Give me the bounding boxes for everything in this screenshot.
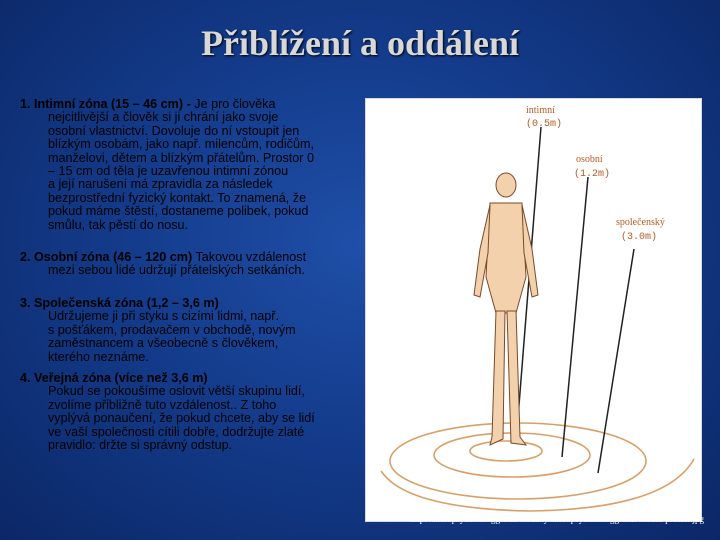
text-line: kterého neznáme. [48, 349, 149, 364]
personal-space-illustration [365, 98, 702, 522]
label-social-name: společenský [616, 217, 665, 228]
label-intimate-name: intimní [526, 105, 555, 116]
text-line: – 15 cm od těla je uzavřenou intimní zónou [48, 164, 289, 179]
social-pointer [598, 249, 634, 473]
zone-labels [526, 105, 665, 243]
label-social-dist: (3.0m) [621, 232, 658, 243]
zone-personal-heading: 2. Osobní zóna (46 – 120 cm) [20, 250, 193, 264]
zone-social-text [20, 297, 350, 364]
text-line: ve vaší společnosti cítili dobře, dodržujte zlaté [48, 424, 305, 439]
zone-personal-text [20, 251, 350, 278]
text-line: Je pro člověka [194, 97, 276, 111]
page-title: Přiblížení a oddálení [200, 23, 520, 63]
text-line: bezprostřední fyzický kontakt. To znamená, že [48, 190, 307, 205]
text-line: a její narušení má zpravidla za následek [48, 177, 273, 192]
text-line: Takovou vzdálenost [195, 250, 307, 264]
text-line: Udržujeme ji při styku s cizími lidmi, např. [48, 309, 279, 324]
zone-social-heading: 3. Společenská zóna (1,2 – 3,6 m) [20, 296, 219, 310]
text-line: manželovi, dětem a blízkým přátelům. Prostor 0 [48, 150, 314, 165]
label-personal-name: osobní [576, 154, 603, 165]
person-head [496, 173, 516, 197]
zone-public-text [20, 372, 350, 452]
intimate-ring [470, 441, 542, 461]
person-torso [486, 203, 526, 313]
text-line: smůlu, tak pěstí do nosu. [48, 217, 189, 232]
text-line: Pokud se pokoušíme oslovit větší skupinu lidí, [48, 384, 305, 399]
text-line: vyplývá ponaučení, že pokud chcete, aby se lidí [48, 411, 315, 426]
text-line: pravidlo: držte si správný odstup. [48, 438, 233, 453]
person-right-leg [507, 311, 526, 445]
text-line: zaměstnancem a všeobecně s člověkem, [48, 336, 279, 351]
text-line: osobní vlastnictví. Dovoluje do ní vstoupit jen [48, 123, 300, 138]
text-line: mezi sebou lidé udržují přátelských setkáních. [48, 263, 305, 278]
zone-rings [381, 423, 694, 511]
text-line: nejcitlivější a člověk si ji chrání jako svoje [48, 110, 279, 125]
personal-pointer [562, 177, 588, 457]
outer-ring-arc [381, 459, 694, 511]
label-personal-dist: (1.2m) [574, 169, 611, 180]
zone-public-heading: 4. Veřejná zóna (více než 3,6 m) [20, 371, 208, 385]
zone-intimate-heading: 1. Intimní zóna (15 – 46 cm) - [20, 97, 191, 111]
text-line: blízkým osobám, jako např. milencům, rodičům, [48, 137, 314, 152]
text-line: s pošťákem, prodavačem v obchodě, novým [48, 322, 296, 337]
source-url: http://skoropsycho.blogger.cz/obrazky/skoropsycho.blogger.cz/osobni-prostor.jpg [410, 514, 704, 524]
personal-space-drawing [366, 99, 701, 521]
zone-intimate-text [20, 98, 350, 232]
label-intimate-dist: (0.5m) [526, 119, 563, 130]
person-figure [474, 173, 538, 445]
person-left-leg [490, 311, 505, 445]
text-line: pokud máme štěstí, dostaneme polibek, pokud [48, 204, 309, 219]
text-line: zvolíme přibližně tuto vzdálenost.. Z toho [48, 397, 277, 412]
